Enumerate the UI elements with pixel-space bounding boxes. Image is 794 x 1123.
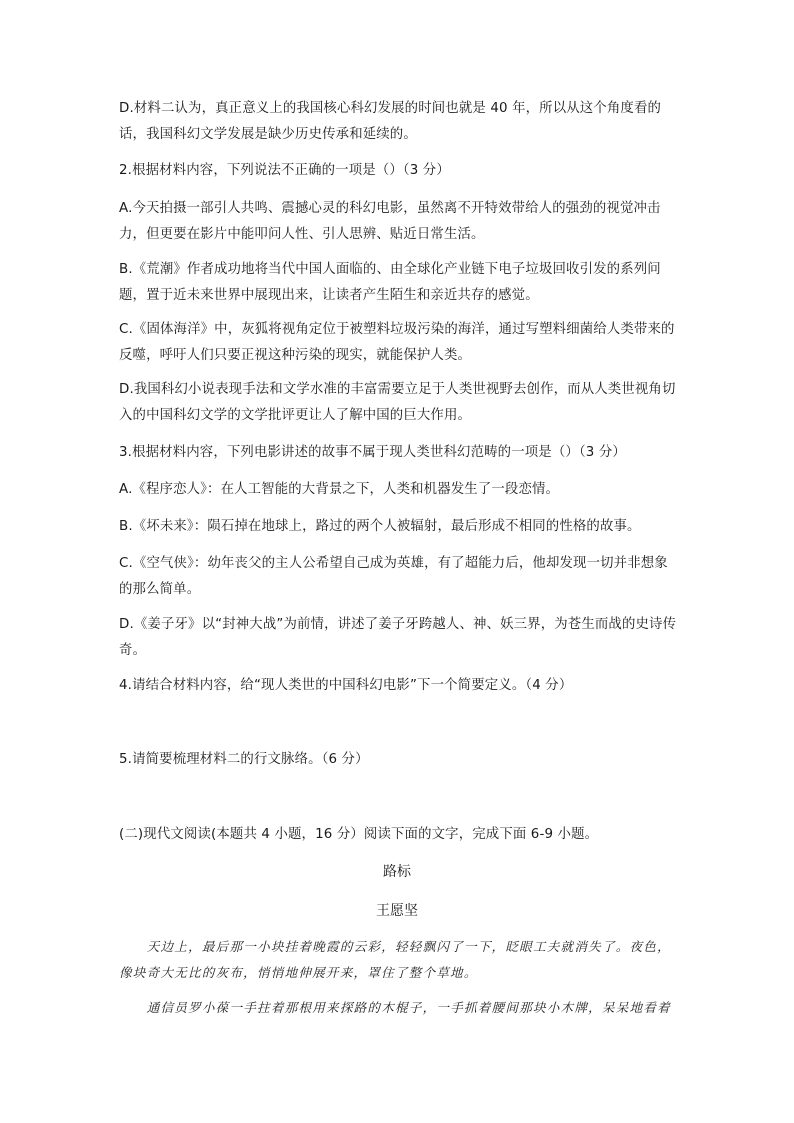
option-d-q3: D.《姜子牙》以“封神大战”为前情，讲述了姜子牙跨越人、神、妖三界，为苍生而战的史诗传奇。: [119, 617, 677, 658]
question-5: 5.请简要梳理材料二的行文脉络。（6 分）: [119, 752, 369, 767]
question-3: 3.根据材料内容，下列电影讲述的故事不属于现人类世科幻范畴的一项是（）（3 分）: [119, 445, 626, 460]
option-d-q2: D.我国科幻小说表现手法和文学水准的丰富需要立足于人类世视野去创作，而从人类世视角切入的中国科幻文学的文学批评更让人了解中国的巨大作用。: [119, 382, 676, 423]
question-4: 4.请结合材料内容，给“现人类世的中国科幻电影”下一个简要定义。（4 分）: [119, 678, 573, 693]
option-d-q1: D.材料二认为，真正意义上的我国核心科幻发展的时间也就是 40 年，所以从这个角度看的话，我国科幻文学发展是缺少历史传承和延续的。: [119, 101, 662, 142]
option-b-q2: B.《荒潮》作者成功地将当代中国人面临的、由全球化产业链下电子垃圾回收引发的系列问题，置于近未来世界中展现出来，让读者产生陌生和亲近共存的感觉。: [119, 262, 661, 303]
story-paragraph-2: 通信员罗小葆一手拄着那根用来探路的木棍子，一手抓着腰间那块小木牌，呆呆地看着: [146, 1000, 671, 1015]
option-b-q3: B.《坏未来》：陨石掉在地球上，路过的两个人被辐射，最后形成不相同的性格的故事。: [119, 519, 641, 534]
option-c-q2: C.《固体海洋》中，灰狐将视角定位于被塑料垃圾污染的海洋，通过写塑料细菌给人类带来的反噬，呼吁人们只要正视这种污染的现实，就能保护人类。: [119, 322, 675, 363]
option-a-q3: A.《程序恋人》：在人工智能的大背景之下，人类和机器发生了一段恋情。: [119, 482, 560, 497]
story-paragraph-1: 天边上，最后那一小块挂着晚霞的云彩，轻轻飘闪了一下，眨眼工夫就消失了。夜色，像块奇大无比的灰布，悄悄地伸展开来，罩住了整个草地。: [119, 939, 671, 980]
section-heading: (二)现代文阅读(本题共 4 小题，16 分）阅读下面的文字，完成下面 6-9 小题。: [119, 827, 599, 842]
question-2: 2.根据材料内容，下列说法不正确的一项是（）（3 分）: [119, 163, 450, 178]
story-author: 王愿坚: [376, 903, 418, 919]
story-title: 路标: [383, 864, 411, 880]
option-a-q2: A.今天拍摄一部引人共鸣、震撼心灵的科幻电影，虽然离不开特效带给人的强劲的视觉冲击力，但更要在影片中能叩问人性、引人思辨、贴近日常生活。: [119, 201, 661, 242]
option-c-q3: C.《空气侠》：幼年丧父的主人公希望自己成为英雄，有了超能力后，他却发现一切并非想象的那么简单。: [119, 556, 668, 597]
